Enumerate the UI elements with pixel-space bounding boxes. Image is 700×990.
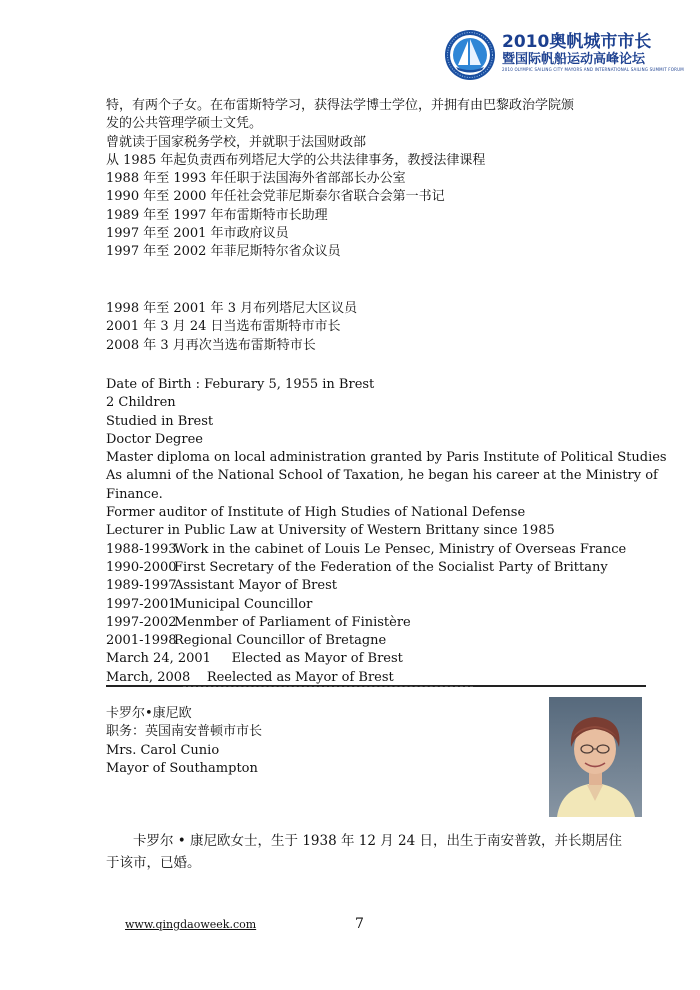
timeline-entry <box>106 632 626 650</box>
profile-block <box>106 705 626 778</box>
timeline-entry <box>106 559 626 577</box>
chinese-biography-continued <box>106 300 626 355</box>
timeline-years: 1997-2002 <box>106 614 177 630</box>
text-line: 从 1985 年起负责西布列塔尼大学的公共法律事务，教授法律课程 <box>106 152 486 168</box>
profile-name-zh: 卡罗尔•康尼欧 <box>106 706 192 721</box>
profile-title-en: Mayor of Southampton <box>106 760 258 776</box>
page-header <box>0 0 700 95</box>
text-line: As alumni of the National School of Taxation, he began his career at the Ministry of <box>106 468 658 484</box>
logo-title: 2010奥帆城市市长 <box>502 32 652 52</box>
website-link[interactable]: www.qingdaoweek.com <box>125 918 257 931</box>
timeline-text: First Secretary of the Federation of the Socialist Party of Brittany <box>174 559 608 575</box>
timeline-years: March 24, 2001 <box>106 651 211 667</box>
timeline-entry <box>106 596 626 614</box>
timeline-text: Reelected as Mayor of Brest <box>206 669 394 685</box>
text-line: 1990 年至 2000 年任社会党菲尼斯泰尔省联合会第一书记 <box>106 189 445 205</box>
text-line: 1997 年至 2001 年市政府议员 <box>106 226 289 242</box>
forum-logo <box>444 29 684 81</box>
portrait-image <box>549 697 642 817</box>
timeline-text: Municipal Councillor <box>174 596 313 612</box>
chinese-biography <box>106 97 626 262</box>
timeline-years: March, 2008 <box>106 669 191 685</box>
text-line: 曾就读于国家税务学校，并就职于法国财政部 <box>106 134 367 150</box>
timeline-text: Regional Councillor of Bretagne <box>174 633 387 649</box>
text-line: Master diploma on local administration granted by Paris Institute of Political Studies <box>106 450 667 466</box>
timeline-entry <box>106 614 626 632</box>
dashed-underline <box>183 686 473 687</box>
body-paragraph: 卡罗尔 • 康尼欧女士，生于 1938 年 12 月 24 日，出生于南安普敦，并长期居住于该市，已婚。 <box>106 833 623 871</box>
text-line: 2008 年 3 月再次当选布雷斯特市长 <box>106 337 316 353</box>
timeline-text: Assistant Mayor of Brest <box>174 578 337 594</box>
text-line: 1998 年至 2001 年 3 月布列塔尼大区议员 <box>106 301 358 316</box>
timeline-entry <box>106 577 626 595</box>
timeline-text: Work in the cabinet of Louis Le Pensec, Ministry of Overseas France <box>174 541 627 557</box>
text-line: 1989 年至 1997 年布雷斯特市长助理 <box>106 207 328 223</box>
timeline-years: 1988-1993 <box>106 541 177 557</box>
timeline-text: Elected as Mayor of Brest <box>231 651 403 667</box>
text-line: 特，有两个子女。在布雷斯特学习，获得法学博士学位，并拥有由巴黎政治学院颁 <box>106 98 575 113</box>
text-line: 2 Children <box>106 395 176 411</box>
timeline-text: Menmber of Parliament of Finistère <box>174 614 411 630</box>
text-line: Date of Birth : Feburary 5, 1955 in Brest <box>106 377 375 392</box>
sailboat-emblem-icon <box>444 29 496 81</box>
text-line: Former auditor of Institute of High Studies of National Defense <box>106 505 526 521</box>
page-number: 7 <box>355 916 364 932</box>
logo-small-text: 2010 OLYMPIC SAILING CITY MAYORS AND INTERNATIONAL SAILING SUMMIT FORUM <box>502 67 684 72</box>
timeline-entry <box>106 541 626 559</box>
text-line: Doctor Degree <box>106 431 203 447</box>
text-line: 2001 年 3 月 24 日当选布雷斯特市市长 <box>106 319 341 335</box>
english-biography <box>106 376 667 687</box>
timeline-years: 1990-2000 <box>106 559 177 575</box>
logo-subtitle: 暨国际帆船运动高峰论坛 <box>502 52 646 67</box>
text-line: Finance. <box>106 486 163 502</box>
portrait-photo <box>549 697 642 817</box>
text-line: Studied in Brest <box>106 413 214 429</box>
timeline-years: 1997-2001 <box>106 596 177 612</box>
text-line: 发的公共管理学硕士文凭。 <box>106 116 263 132</box>
text-line: Lecturer in Public Law at University of Western Brittany since 1985 <box>106 523 555 539</box>
profile-name-en: Mrs. Carol Cunio <box>106 742 220 758</box>
timeline-entry <box>106 650 626 668</box>
text-line: 1997 年至 2002 年菲尼斯特尔省众议员 <box>106 244 341 260</box>
text-line: 1988 年至 1993 年任职于法国海外省部部长办公室 <box>106 171 406 187</box>
profile-title-zh: 职务：英国南安普顿市市长 <box>106 724 263 740</box>
timeline-years: 1989-1997 <box>106 578 177 594</box>
timeline-years: 2001-1998 <box>106 633 177 649</box>
